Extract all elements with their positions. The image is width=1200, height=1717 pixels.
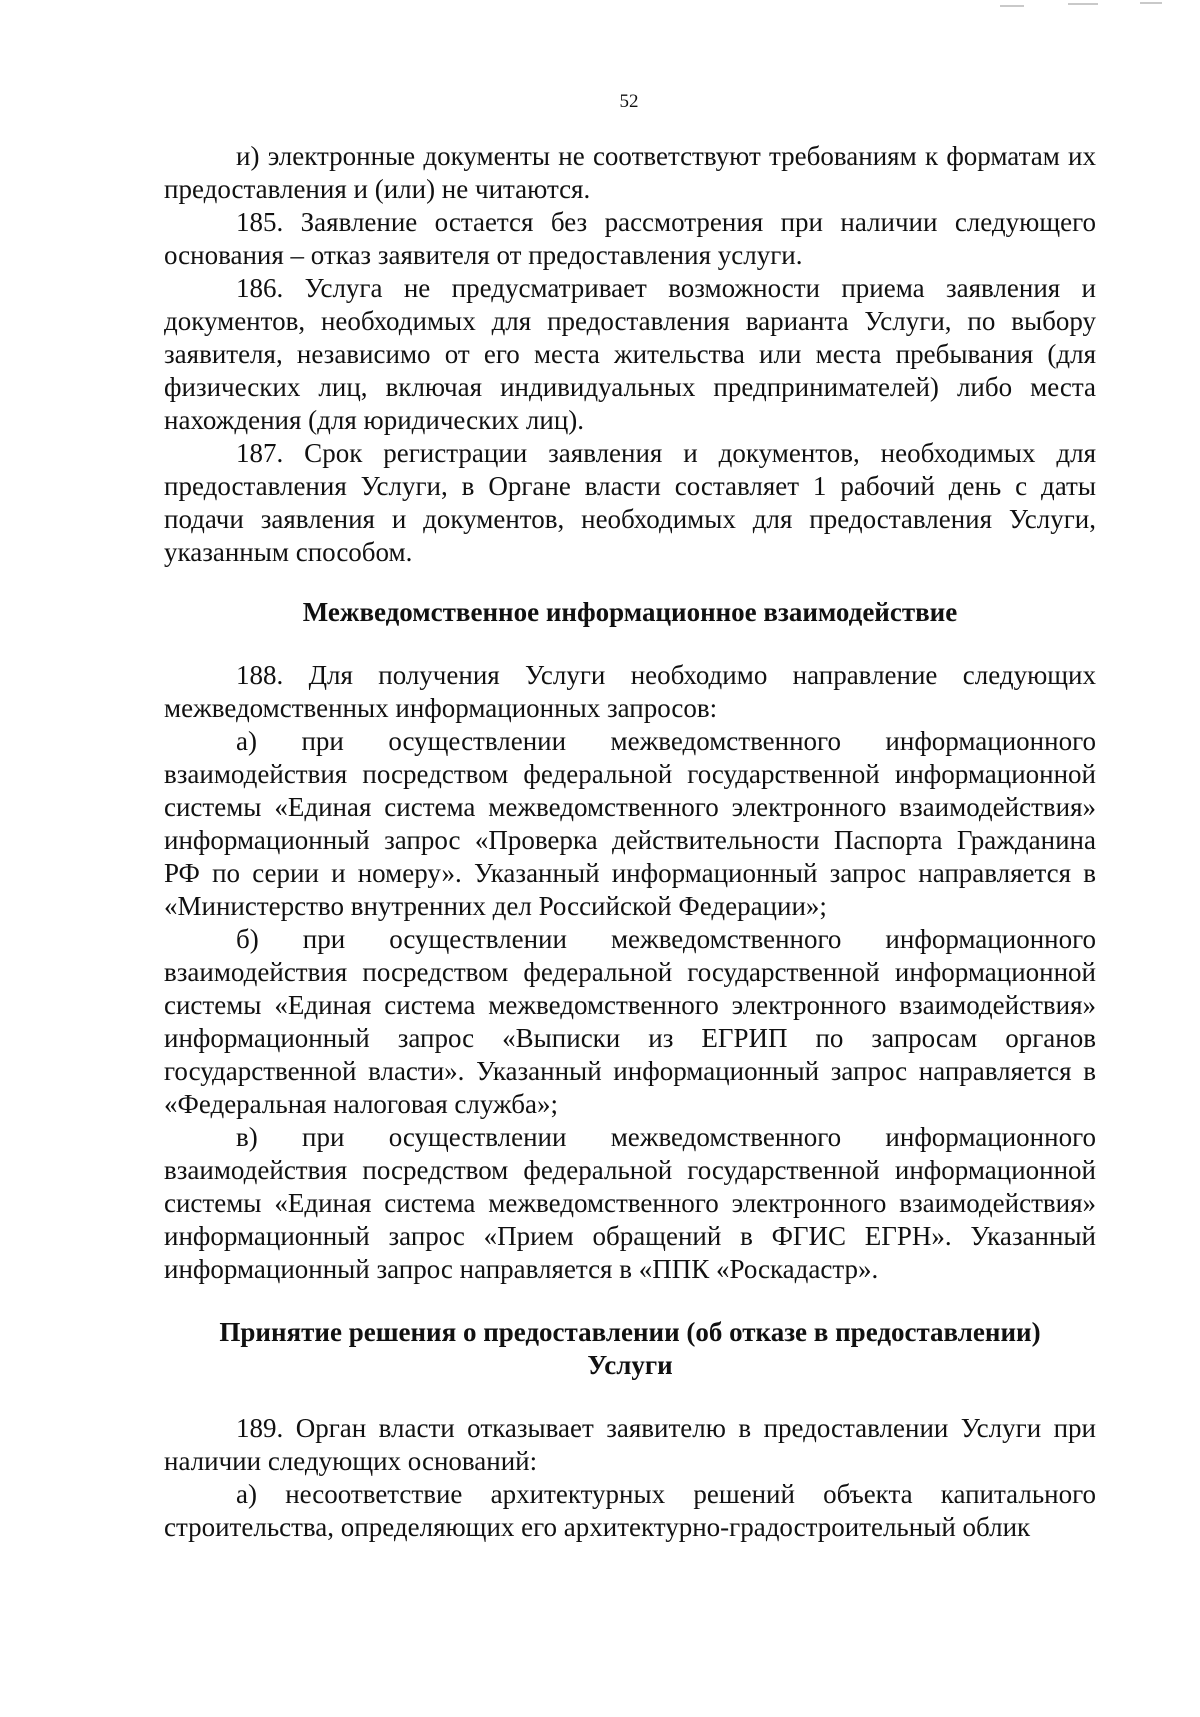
scan-mark [1068, 3, 1098, 5]
section-heading-decision: Принятие решения о предоставлении (об отказе в предоставлении) Услуги [219, 1317, 1041, 1380]
paragraph-188: 188. Для получения Услуги необходимо направление следующих межведомственных информационных запросов: [164, 660, 1096, 723]
page-number: 52 [619, 91, 639, 112]
paragraph-188-b: б) при осуществлении межведомственного информационного взаимодействия посредством федеральной государственной информационной системы «Единая система межведомственного электронного взаимодействия» информационный запрос «Выписки из ЕГРИП по запросам органов государственной власти». Указанный информационный запрос направляется в «Федеральная налоговая служба»; [164, 924, 1096, 1119]
paragraph-189: 189. Орган власти отказывает заявителю в предоставлении Услуги при наличии следующих оснований: [164, 1413, 1096, 1476]
paragraph-188-a: а) при осуществлении межведомственного информационного взаимодействия посредством федеральной государственной информационной системы «Единая система межведомственного электронного взаимодействия» информационный запрос «Проверка действительности Паспорта Гражданина РФ по серии и номеру». Указанный информационный запрос направляется в «Министерство внутренних дел Российской Федерации»; [164, 726, 1096, 921]
paragraph-item-i: и) электронные документы не соответствуют требованиям к форматам их предоставления и (или) не читаются. [164, 141, 1096, 204]
paragraph-187: 187. Срок регистрации заявления и документов, необходимых для предоставления Услуги, в Органе власти составляет 1 рабочий день с даты подачи заявления и документов, необходимых для предоставления Услуги, указанным способом. [164, 438, 1096, 567]
paragraph-185: 185. Заявление остается без рассмотрения при наличии следующего основания – отказ заявителя от предоставления услуги. [164, 207, 1096, 270]
paragraph-188-v: в) при осуществлении межведомственного информационного взаимодействия посредством федеральной государственной информационной системы «Единая система межведомственного электронного взаимодействия» информационный запрос «Прием обращений в ФГИС ЕГРН». Указанный информационный запрос направляется в «ППК «Роскадастр». [164, 1122, 1096, 1284]
scan-mark [1140, 2, 1162, 4]
paragraph-186: 186. Услуга не предусматривает возможности приема заявления и документов, необходимых для предоставления варианта Услуги, по выбору заявителя, независимо от его места жительства или места пребывания (для физических лиц, включая индивидуальных предпринимателей) либо места нахождения (для юридических лиц). [164, 273, 1096, 435]
document-body [164, 140, 1096, 1544]
scan-mark [1000, 5, 1024, 7]
paragraph-189-a: а) несоответствие архитектурных решений объекта капитального строительства, определяющих его архитектурно-градостроительный облик [164, 1479, 1096, 1542]
section-heading-interagency: Межведомственное информационное взаимодействие [302, 597, 958, 627]
